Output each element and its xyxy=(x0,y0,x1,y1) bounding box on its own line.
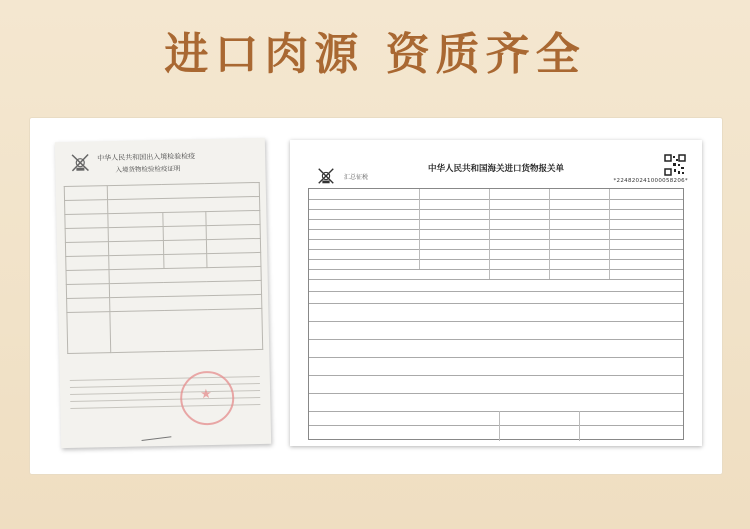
declaration-form-grid xyxy=(308,188,684,440)
certificate-subtitle: 入境货物检验检疫证明 xyxy=(115,164,181,174)
certificate-table xyxy=(64,182,263,354)
declaration-emblem-caption: 汇总征税 xyxy=(344,174,369,181)
qr-code-icon xyxy=(664,154,686,176)
page-headline: 进口肉源 资质齐全 xyxy=(164,29,586,80)
customs-emblem-icon xyxy=(69,151,91,173)
certificate-title: 中华人民共和国出入境检验检疫 xyxy=(97,152,196,163)
official-stamp xyxy=(180,371,235,426)
declaration-number: *224820241000058206* xyxy=(613,178,688,184)
customs-declaration xyxy=(290,140,702,446)
declaration-title: 中华人民共和国海关进口货物报关单 xyxy=(427,164,564,174)
signature xyxy=(141,428,172,441)
inspection-certificate xyxy=(55,138,271,448)
